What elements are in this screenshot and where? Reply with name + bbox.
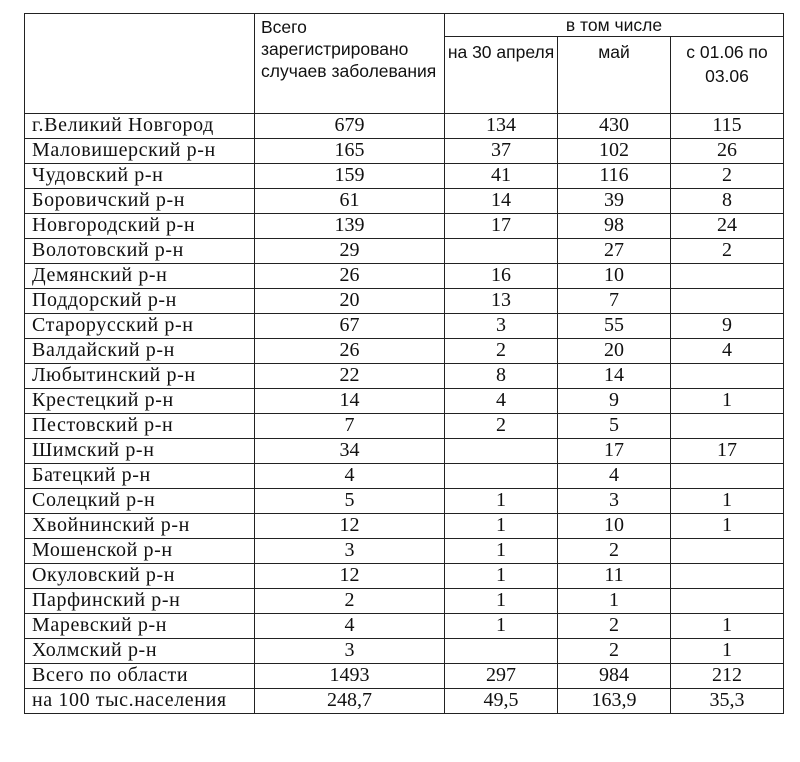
cell-apr30: 2 <box>445 339 558 364</box>
cell-total: 34 <box>255 439 445 464</box>
cell-may: 3 <box>558 489 671 514</box>
cell-district-name: Парфинский р-н <box>25 589 255 614</box>
cell-may: 102 <box>558 139 671 164</box>
cell-may: 984 <box>558 664 671 689</box>
cell-district-name: Пестовский р-н <box>25 414 255 439</box>
cell-jun: 2 <box>671 164 784 189</box>
cell-district-name: Новгородский р-н <box>25 214 255 239</box>
cell-apr30: 37 <box>445 139 558 164</box>
cell-apr30: 14 <box>445 189 558 214</box>
cell-district-name: Чудовский р-н <box>25 164 255 189</box>
cell-district-name: Старорусский р-н <box>25 314 255 339</box>
header-corner-cell <box>25 14 255 114</box>
cell-apr30: 49,5 <box>445 689 558 714</box>
cell-jun: 115 <box>671 114 784 139</box>
cell-total: 4 <box>255 464 445 489</box>
cell-jun <box>671 564 784 589</box>
cell-apr30: 297 <box>445 664 558 689</box>
cell-jun: 212 <box>671 664 784 689</box>
cell-total: 3 <box>255 639 445 664</box>
cell-apr30: 3 <box>445 314 558 339</box>
cell-apr30: 1 <box>445 514 558 539</box>
cell-apr30: 17 <box>445 214 558 239</box>
table-row <box>25 689 784 714</box>
cell-district-name: Всего по области <box>25 664 255 689</box>
cell-total: 4 <box>255 614 445 639</box>
cell-jun <box>671 414 784 439</box>
cell-district-name: Хвойнинский р-н <box>25 514 255 539</box>
table-row <box>25 389 784 414</box>
cell-total: 7 <box>255 414 445 439</box>
cell-may: 17 <box>558 439 671 464</box>
cell-total: 12 <box>255 564 445 589</box>
cell-may: 2 <box>558 639 671 664</box>
cell-total: 248,7 <box>255 689 445 714</box>
table-row <box>25 339 784 364</box>
table-row <box>25 664 784 689</box>
cell-jun <box>671 289 784 314</box>
cell-district-name: г.Великий Новгород <box>25 114 255 139</box>
cell-jun: 8 <box>671 189 784 214</box>
cell-total: 20 <box>255 289 445 314</box>
cell-total: 29 <box>255 239 445 264</box>
header-may: май <box>558 37 671 114</box>
table-row <box>25 464 784 489</box>
cell-jun: 1 <box>671 614 784 639</box>
cell-total: 2 <box>255 589 445 614</box>
cell-may: 5 <box>558 414 671 439</box>
cell-may: 14 <box>558 364 671 389</box>
cell-jun: 9 <box>671 314 784 339</box>
table-row <box>25 364 784 389</box>
cell-district-name: Маревский р-н <box>25 614 255 639</box>
cell-may: 20 <box>558 339 671 364</box>
cell-district-name: Боровичский р-н <box>25 189 255 214</box>
cell-jun: 1 <box>671 389 784 414</box>
cell-apr30: 41 <box>445 164 558 189</box>
cell-district-name: Батецкий р-н <box>25 464 255 489</box>
cell-total: 22 <box>255 364 445 389</box>
header-including: в том числе <box>445 14 784 37</box>
cell-district-name: Валдайский р-н <box>25 339 255 364</box>
header-apr30: на 30 апреля <box>445 37 558 114</box>
table-row <box>25 164 784 189</box>
cell-apr30 <box>445 439 558 464</box>
cell-may: 11 <box>558 564 671 589</box>
cell-total: 165 <box>255 139 445 164</box>
cell-total: 14 <box>255 389 445 414</box>
cell-district-name: Солецкий р-н <box>25 489 255 514</box>
cell-may: 7 <box>558 289 671 314</box>
cell-jun: 2 <box>671 239 784 264</box>
cell-apr30: 1 <box>445 614 558 639</box>
cell-total: 679 <box>255 114 445 139</box>
table-row <box>25 439 784 464</box>
cell-jun: 1 <box>671 514 784 539</box>
table-row <box>25 214 784 239</box>
cell-may: 10 <box>558 514 671 539</box>
cell-may: 98 <box>558 214 671 239</box>
cell-may: 2 <box>558 614 671 639</box>
table-row <box>25 589 784 614</box>
cell-may: 4 <box>558 464 671 489</box>
table-container <box>24 13 784 714</box>
cell-apr30: 134 <box>445 114 558 139</box>
cell-total: 26 <box>255 264 445 289</box>
cell-jun: 17 <box>671 439 784 464</box>
table-row <box>25 289 784 314</box>
cell-may: 430 <box>558 114 671 139</box>
cell-district-name: на 100 тыс.населения <box>25 689 255 714</box>
cell-district-name: Окуловский р-н <box>25 564 255 589</box>
table-row <box>25 239 784 264</box>
cell-apr30: 13 <box>445 289 558 314</box>
cell-may: 163,9 <box>558 689 671 714</box>
cell-may: 1 <box>558 589 671 614</box>
table-row <box>25 614 784 639</box>
cell-may: 39 <box>558 189 671 214</box>
cell-apr30: 8 <box>445 364 558 389</box>
cell-district-name: Демянский р-н <box>25 264 255 289</box>
cell-apr30: 2 <box>445 414 558 439</box>
cell-district-name: Холмский р-н <box>25 639 255 664</box>
cell-may: 55 <box>558 314 671 339</box>
cell-jun <box>671 589 784 614</box>
header-total-registered: Всего зарегистрировано случаев заболевания <box>255 14 445 114</box>
morbidity-table <box>24 13 784 714</box>
header-jun-1-3: с 01.06 по 03.06 <box>671 37 784 114</box>
cell-total: 61 <box>255 189 445 214</box>
cell-total: 26 <box>255 339 445 364</box>
cell-apr30: 1 <box>445 589 558 614</box>
cell-jun: 4 <box>671 339 784 364</box>
cell-may: 116 <box>558 164 671 189</box>
cell-total: 5 <box>255 489 445 514</box>
cell-district-name: Мошенской р-н <box>25 539 255 564</box>
cell-may: 10 <box>558 264 671 289</box>
cell-apr30 <box>445 239 558 264</box>
table-row <box>25 314 784 339</box>
cell-district-name: Крестецкий р-н <box>25 389 255 414</box>
cell-district-name: Волотовский р-н <box>25 239 255 264</box>
cell-apr30: 1 <box>445 489 558 514</box>
cell-may: 27 <box>558 239 671 264</box>
cell-total: 159 <box>255 164 445 189</box>
cell-total: 1493 <box>255 664 445 689</box>
cell-apr30: 1 <box>445 539 558 564</box>
cell-district-name: Шимский р-н <box>25 439 255 464</box>
cell-district-name: Маловишерский р-н <box>25 139 255 164</box>
cell-apr30 <box>445 464 558 489</box>
cell-may: 9 <box>558 389 671 414</box>
cell-jun <box>671 364 784 389</box>
cell-jun: 24 <box>671 214 784 239</box>
cell-total: 12 <box>255 514 445 539</box>
cell-jun <box>671 539 784 564</box>
cell-jun: 1 <box>671 639 784 664</box>
cell-total: 139 <box>255 214 445 239</box>
table-row <box>25 139 784 164</box>
table-row <box>25 414 784 439</box>
cell-jun: 35,3 <box>671 689 784 714</box>
cell-jun: 26 <box>671 139 784 164</box>
table-row <box>25 514 784 539</box>
cell-apr30 <box>445 639 558 664</box>
cell-may: 2 <box>558 539 671 564</box>
cell-jun <box>671 464 784 489</box>
cell-jun: 1 <box>671 489 784 514</box>
cell-apr30: 1 <box>445 564 558 589</box>
table-header <box>25 14 784 114</box>
table-row <box>25 564 784 589</box>
table-row <box>25 114 784 139</box>
table-body <box>25 114 784 714</box>
table-row <box>25 264 784 289</box>
table-row <box>25 539 784 564</box>
table-row <box>25 639 784 664</box>
cell-total: 3 <box>255 539 445 564</box>
cell-jun <box>671 264 784 289</box>
cell-total: 67 <box>255 314 445 339</box>
cell-district-name: Любытинский р-н <box>25 364 255 389</box>
cell-apr30: 16 <box>445 264 558 289</box>
table-row <box>25 189 784 214</box>
table-row <box>25 489 784 514</box>
cell-district-name: Поддорский р-н <box>25 289 255 314</box>
cell-apr30: 4 <box>445 389 558 414</box>
